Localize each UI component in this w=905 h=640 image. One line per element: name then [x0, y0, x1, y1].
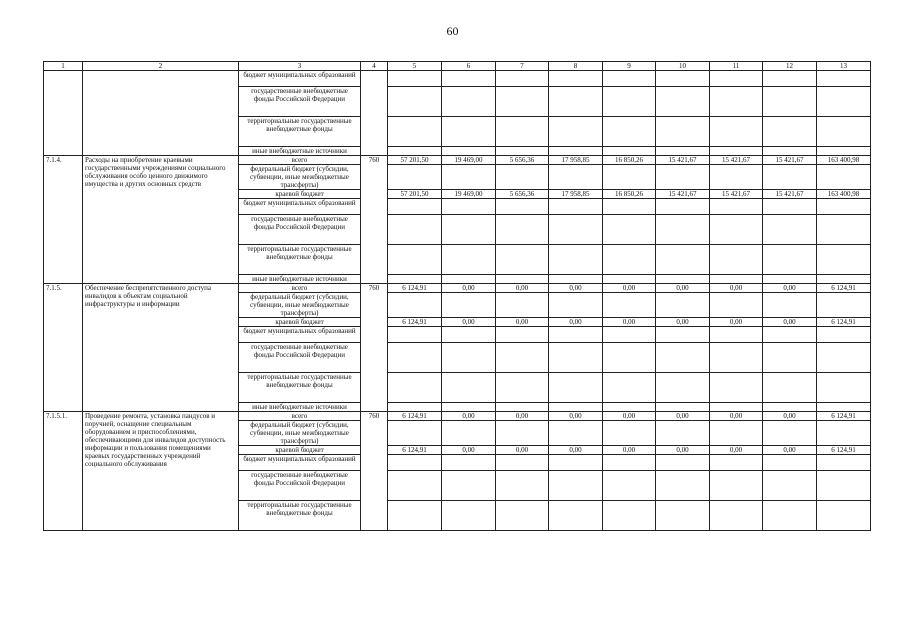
cell-value	[710, 293, 763, 318]
cell-value	[763, 117, 817, 147]
cell-value	[388, 245, 442, 275]
cell-value	[388, 215, 442, 245]
cell-value	[549, 245, 603, 275]
cell-value	[549, 71, 603, 87]
cell-value: 0,00	[656, 318, 710, 327]
cell-source: краевой бюджет	[239, 190, 361, 199]
column-header: 4	[361, 62, 388, 71]
cell-value	[496, 327, 549, 343]
cell-source: федеральный бюджет (субсидии, субвенции, иные межбюджетные трансферты)	[239, 421, 361, 446]
cell-value	[496, 147, 549, 156]
table-row	[44, 71, 871, 87]
cell-value: 0,00	[442, 412, 496, 421]
cell-value: 5 656,36	[496, 190, 549, 199]
cell-value	[656, 343, 710, 373]
cell-value	[817, 245, 871, 275]
cell-value	[549, 199, 603, 215]
cell-source: всего	[239, 284, 361, 293]
cell-value	[817, 455, 871, 471]
cell-value: 0,00	[763, 284, 817, 293]
cell-value	[549, 455, 603, 471]
cell-value: 0,00	[656, 412, 710, 421]
cell-value	[710, 403, 763, 412]
cell-value	[763, 275, 817, 284]
cell-value: 6 124,91	[817, 284, 871, 293]
cell-value: 6 124,91	[388, 412, 442, 421]
cell-value	[496, 71, 549, 87]
cell-source: государственные внебюджетные фонды Российской Федерации	[239, 87, 361, 117]
column-header: 12	[763, 62, 817, 71]
cell-value	[388, 421, 442, 446]
cell-value	[388, 199, 442, 215]
column-header: 7	[496, 62, 549, 71]
column-header: 1	[44, 62, 83, 71]
cell-source: территориальные государственные внебюджетные фонды	[239, 117, 361, 147]
cell-value	[817, 373, 871, 403]
cell-value: 17 958,85	[549, 156, 603, 165]
cell-value	[710, 147, 763, 156]
cell-value	[496, 403, 549, 412]
cell-value	[496, 471, 549, 501]
cell-value: 0,00	[442, 284, 496, 293]
cell-value: 6 124,91	[388, 284, 442, 293]
cell-value	[603, 245, 656, 275]
cell-value	[442, 471, 496, 501]
cell-value	[442, 501, 496, 531]
cell-source: государственные внебюджетные фонды Российской Федерации	[239, 343, 361, 373]
cell-value	[549, 471, 603, 501]
cell-value: 16 850,26	[603, 156, 656, 165]
cell-source: иные внебюджетные источники	[239, 403, 361, 412]
cell-value	[763, 71, 817, 87]
cell-value	[496, 455, 549, 471]
cell-value: 0,00	[710, 446, 763, 455]
cell-value	[817, 215, 871, 245]
cell-value	[656, 421, 710, 446]
cell-value	[763, 245, 817, 275]
header-row	[44, 62, 871, 71]
cell-value: 0,00	[710, 412, 763, 421]
cell-code: 7.1.4.	[44, 156, 83, 284]
cell-value	[656, 373, 710, 403]
cell-source: государственные внебюджетные фонды Российской Федерации	[239, 215, 361, 245]
cell-value	[817, 275, 871, 284]
cell-value	[549, 373, 603, 403]
cell-value	[763, 165, 817, 190]
cell-value	[656, 199, 710, 215]
column-header: 2	[83, 62, 239, 71]
cell-source: государственные внебюджетные фонды Российской Федерации	[239, 471, 361, 501]
cell-value: 0,00	[763, 318, 817, 327]
cell-value	[388, 165, 442, 190]
cell-value	[763, 373, 817, 403]
page-number: 60	[446, 24, 459, 38]
cell-value	[388, 501, 442, 531]
cell-value	[656, 117, 710, 147]
cell-value: 15 421,67	[763, 190, 817, 199]
cell-code: 7.1.5.1.	[44, 412, 83, 531]
cell-value	[710, 373, 763, 403]
cell-value	[817, 71, 871, 87]
cell-source: бюджет муниципальных образований	[239, 455, 361, 471]
cell-value	[656, 87, 710, 117]
cell-value	[442, 327, 496, 343]
cell-value	[710, 327, 763, 343]
cell-source: бюджет муниципальных образований	[239, 327, 361, 343]
cell-value	[603, 501, 656, 531]
cell-value	[549, 421, 603, 446]
cell-value	[388, 87, 442, 117]
cell-value	[603, 373, 656, 403]
cell-value	[656, 455, 710, 471]
cell-value: 57 201,50	[388, 156, 442, 165]
column-header: 11	[710, 62, 763, 71]
cell-source: краевой бюджет	[239, 446, 361, 455]
cell-value: 0,00	[549, 318, 603, 327]
cell-value	[496, 275, 549, 284]
cell-value	[442, 215, 496, 245]
cell-value	[817, 403, 871, 412]
cell-value	[710, 71, 763, 87]
cell-value	[388, 71, 442, 87]
cell-value	[496, 373, 549, 403]
cell-value	[763, 87, 817, 117]
cell-value	[817, 327, 871, 343]
cell-value: 0,00	[603, 318, 656, 327]
cell-value	[549, 327, 603, 343]
cell-value: 0,00	[603, 446, 656, 455]
cell-value: 6 124,91	[388, 318, 442, 327]
cell-value	[442, 343, 496, 373]
cell-value	[496, 343, 549, 373]
cell-value: 15 421,67	[710, 190, 763, 199]
cell-value	[817, 471, 871, 501]
cell-value	[388, 373, 442, 403]
cell-value	[496, 215, 549, 245]
column-header: 5	[388, 62, 442, 71]
table-row	[44, 156, 871, 165]
cell-value	[442, 199, 496, 215]
cell-value	[763, 403, 817, 412]
cell-value	[710, 421, 763, 446]
cell-value	[817, 165, 871, 190]
cell-value	[656, 327, 710, 343]
cell-source: краевой бюджет	[239, 318, 361, 327]
cell-col4: 760	[361, 156, 388, 284]
cell-source: федеральный бюджет (субсидии, субвенции, иные межбюджетные трансферты)	[239, 293, 361, 318]
cell-value: 0,00	[496, 446, 549, 455]
cell-value: 6 124,91	[817, 318, 871, 327]
cell-value	[496, 117, 549, 147]
cell-code	[44, 71, 83, 156]
cell-value	[549, 165, 603, 190]
cell-value: 19 469,00	[442, 156, 496, 165]
cell-value	[603, 471, 656, 501]
cell-value: 6 124,91	[388, 446, 442, 455]
cell-value	[763, 199, 817, 215]
cell-value: 0,00	[442, 318, 496, 327]
cell-value	[549, 215, 603, 245]
cell-source: территориальные государственные внебюджетные фонды	[239, 245, 361, 275]
cell-value	[388, 147, 442, 156]
cell-value	[388, 327, 442, 343]
column-header: 13	[817, 62, 871, 71]
cell-value: 16 850,26	[603, 190, 656, 199]
cell-value	[442, 87, 496, 117]
cell-value	[388, 471, 442, 501]
cell-value	[388, 455, 442, 471]
cell-value: 6 124,91	[817, 446, 871, 455]
cell-code: 7.1.5.	[44, 284, 83, 412]
cell-value	[817, 199, 871, 215]
cell-value	[656, 165, 710, 190]
cell-value	[603, 343, 656, 373]
cell-source: территориальные государственные внебюджетные фонды	[239, 373, 361, 403]
cell-value: 0,00	[603, 412, 656, 421]
cell-value: 17 958,85	[549, 190, 603, 199]
cell-value: 0,00	[656, 446, 710, 455]
cell-value	[656, 275, 710, 284]
cell-value	[442, 403, 496, 412]
cell-value	[710, 117, 763, 147]
cell-value	[442, 147, 496, 156]
table-body	[44, 71, 871, 531]
cell-value	[496, 501, 549, 531]
cell-value	[496, 87, 549, 117]
cell-value	[817, 147, 871, 156]
cell-value	[388, 293, 442, 318]
cell-value: 0,00	[496, 412, 549, 421]
cell-value	[656, 215, 710, 245]
cell-value	[763, 455, 817, 471]
cell-value: 6 124,91	[817, 412, 871, 421]
column-header: 3	[239, 62, 361, 71]
cell-value: 0,00	[549, 446, 603, 455]
cell-value	[763, 421, 817, 446]
cell-value	[603, 165, 656, 190]
cell-value	[763, 471, 817, 501]
cell-value: 163 400,98	[817, 190, 871, 199]
cell-value	[549, 275, 603, 284]
cell-value: 15 421,67	[710, 156, 763, 165]
cell-value	[496, 421, 549, 446]
cell-value	[710, 165, 763, 190]
cell-value	[549, 501, 603, 531]
cell-value	[763, 327, 817, 343]
cell-value	[710, 455, 763, 471]
cell-value	[603, 275, 656, 284]
cell-source: бюджет муниципальных образований	[239, 199, 361, 215]
cell-source: иные внебюджетные источники	[239, 275, 361, 284]
cell-value	[656, 245, 710, 275]
cell-value	[549, 403, 603, 412]
cell-source: федеральный бюджет (субсидии, субвенции, иные межбюджетные трансферты)	[239, 165, 361, 190]
cell-value	[549, 87, 603, 117]
cell-value	[656, 471, 710, 501]
cell-col4: 760	[361, 284, 388, 412]
cell-value	[496, 293, 549, 318]
cell-value: 0,00	[496, 318, 549, 327]
cell-value	[442, 455, 496, 471]
cell-value	[388, 403, 442, 412]
cell-value	[388, 343, 442, 373]
cell-value	[710, 343, 763, 373]
cell-value	[817, 117, 871, 147]
cell-value: 0,00	[549, 412, 603, 421]
cell-value	[603, 71, 656, 87]
column-header: 10	[656, 62, 710, 71]
cell-value	[656, 147, 710, 156]
cell-value	[549, 147, 603, 156]
cell-value	[442, 165, 496, 190]
cell-value: 19 469,00	[442, 190, 496, 199]
cell-value	[442, 293, 496, 318]
cell-value	[763, 215, 817, 245]
cell-value: 0,00	[603, 284, 656, 293]
cell-value	[442, 373, 496, 403]
cell-value	[496, 245, 549, 275]
cell-value	[817, 501, 871, 531]
cell-value	[603, 293, 656, 318]
cell-source: всего	[239, 156, 361, 165]
cell-value	[710, 215, 763, 245]
cell-value: 0,00	[710, 318, 763, 327]
cell-value	[656, 71, 710, 87]
cell-value	[603, 147, 656, 156]
cell-value	[442, 245, 496, 275]
cell-value	[603, 421, 656, 446]
cell-value	[388, 117, 442, 147]
cell-value	[656, 403, 710, 412]
cell-source: территориальные государственные внебюджетные фонды	[239, 501, 361, 531]
cell-source: всего	[239, 412, 361, 421]
cell-value	[442, 117, 496, 147]
column-header: 8	[549, 62, 603, 71]
cell-value	[817, 293, 871, 318]
cell-value: 0,00	[549, 284, 603, 293]
cell-value	[817, 343, 871, 373]
cell-col4: 760	[361, 412, 388, 531]
cell-value	[763, 501, 817, 531]
cell-value	[603, 87, 656, 117]
cell-col4	[361, 71, 388, 156]
cell-value: 57 201,50	[388, 190, 442, 199]
cell-value	[603, 117, 656, 147]
table-row	[44, 284, 871, 293]
cell-value	[710, 199, 763, 215]
cell-value	[763, 343, 817, 373]
cell-value: 0,00	[496, 284, 549, 293]
cell-name	[83, 71, 239, 156]
cell-value: 15 421,67	[656, 156, 710, 165]
cell-value	[442, 421, 496, 446]
cell-value: 0,00	[710, 284, 763, 293]
cell-value	[603, 327, 656, 343]
cell-value	[710, 245, 763, 275]
cell-value	[442, 71, 496, 87]
cell-value	[710, 501, 763, 531]
cell-value	[549, 117, 603, 147]
cell-name: Расходы на приобретение краевыми государственными учреждениями социального обслуживания особо ценного движимого имущества и других основных средств	[83, 156, 239, 284]
cell-value	[817, 421, 871, 446]
cell-value	[763, 293, 817, 318]
cell-value	[710, 471, 763, 501]
cell-value: 0,00	[763, 446, 817, 455]
cell-source: иные внебюджетные источники	[239, 147, 361, 156]
cell-value	[817, 87, 871, 117]
cell-value	[710, 275, 763, 284]
cell-value: 0,00	[763, 412, 817, 421]
cell-value	[603, 455, 656, 471]
budget-table	[43, 61, 871, 531]
cell-value	[388, 275, 442, 284]
cell-value	[549, 343, 603, 373]
column-header: 9	[603, 62, 656, 71]
cell-name: Проведение ремонта, установка пандусов и поручней, оснащение специальным оборудованием и приспособлениями, обеспечивающими для инвалидов доступность информации и пользования помещениями краевых государственных учреждений социального обслуживания	[83, 412, 239, 531]
cell-value	[496, 165, 549, 190]
cell-value	[549, 293, 603, 318]
cell-value	[603, 215, 656, 245]
cell-value: 0,00	[442, 446, 496, 455]
cell-name: Обеспечение беспрепятственного доступа инвалидов к объектам социальной инфраструктуры и информации	[83, 284, 239, 412]
cell-value	[763, 147, 817, 156]
cell-value	[496, 199, 549, 215]
cell-value	[656, 501, 710, 531]
column-header: 6	[442, 62, 496, 71]
cell-source: бюджет муниципальных образований	[239, 71, 361, 87]
cell-value: 163 400,98	[817, 156, 871, 165]
cell-value	[710, 87, 763, 117]
cell-value	[656, 293, 710, 318]
cell-value: 15 421,67	[763, 156, 817, 165]
cell-value: 15 421,67	[656, 190, 710, 199]
cell-value	[603, 199, 656, 215]
cell-value	[603, 403, 656, 412]
cell-value: 5 656,36	[496, 156, 549, 165]
cell-value	[442, 275, 496, 284]
table-row	[44, 412, 871, 421]
cell-value: 0,00	[656, 284, 710, 293]
